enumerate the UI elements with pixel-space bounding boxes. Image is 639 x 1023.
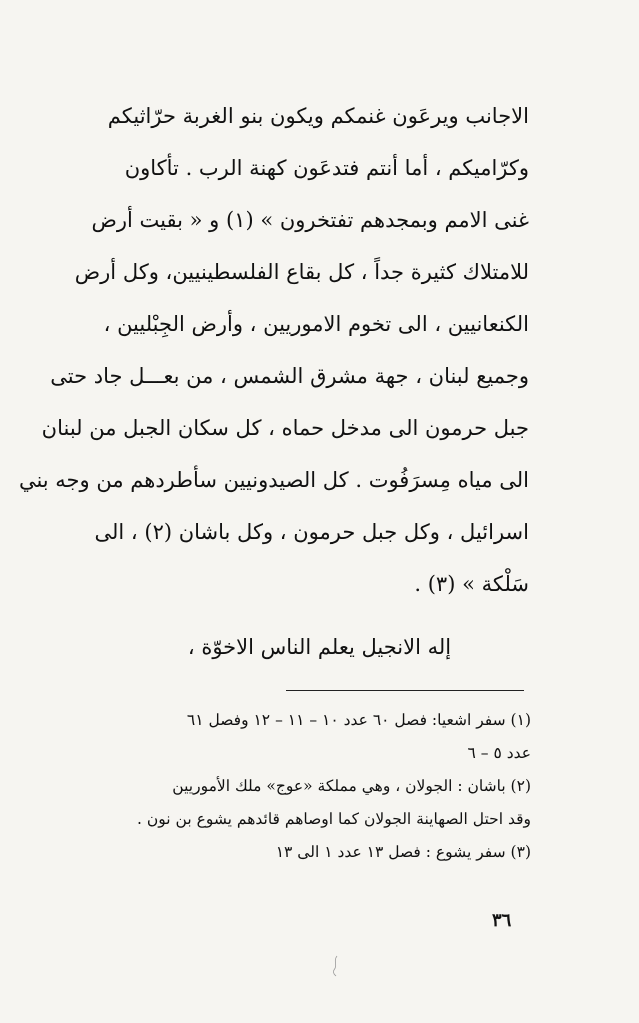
text-line: الى مياه مِسرَفُوت . كل الصيدونيين سأطردهم من وجه بني xyxy=(18,468,529,492)
text-line: الكنعانيين ، الى تخوم الاموريين ، وأرض الجِبْليين ، xyxy=(103,312,529,336)
scan-mark-icon xyxy=(330,955,340,977)
footnote-line: (٣) سفر يشوع : فصل ١٣ عدد ١ الى ١٣ xyxy=(275,843,531,861)
footnote-line: عدد ٥ – ٦ xyxy=(467,744,531,762)
page-number: ٣٦ xyxy=(492,910,512,931)
text-line: اسرائيل ، وكل جبل حرمون ، وكل باشان (٢) ، الى xyxy=(94,520,529,544)
text-line: الاجانب ويرعَون غنمكم ويكون بنو الغربة حرّاثيكم xyxy=(107,104,529,128)
text-line: وجميع لبنان ، جهة مشرق الشمس ، من بعـــل جاد حتى xyxy=(50,364,529,388)
text-line: سَلْكة » (٣) . xyxy=(414,572,529,596)
footnote-line: (٢) باشان : الجولان ، وهي مملكة «عوج» ملك الأموريين xyxy=(172,777,531,795)
text-line: وكرّاميكم ، أما أنتم فتدعَون كهنة الرب . تأكاون xyxy=(124,156,529,180)
footnote-divider xyxy=(286,690,524,691)
footnote-line: وقد احتل الصهاينة الجولان كما اوصاهم قائدهم يشوع بن نون . xyxy=(137,810,531,828)
text-line: للامتلاك كثيرة جداً ، كل بقاع الفلسطينيين، وكل أرض xyxy=(74,260,529,284)
footnote-line: (١) سفر اشعيا: فصل ٦٠ عدد ١٠ – ١١ – ١٢ وفصل ٦١ xyxy=(186,711,531,729)
text-line: غنى الامم وبمجدهم تفتخرون » (١) و « بقيت أرض xyxy=(91,208,529,232)
text-line: جبل حرمون الى مدخل حماه ، كل سكان الجبل من لبنان xyxy=(41,416,529,440)
footnotes-block xyxy=(41,704,531,869)
section-heading: إله الانجيل يعلم الناس الاخوّة ، xyxy=(187,635,452,659)
main-text-block xyxy=(18,90,529,610)
